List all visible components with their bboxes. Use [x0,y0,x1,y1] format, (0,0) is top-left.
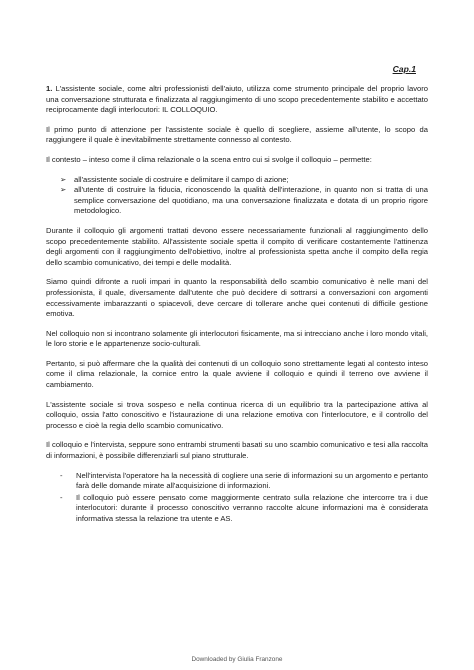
dash-list-item [60,471,428,492]
dash-bullet-icon: - [60,492,63,502]
arrow-list-item-text: all'utente di costruire la fiducia, riconoscendo la qualità dell'interazione, in quanto non si tratta di una semplice conversazione del quotidiano, ma una conversazione finalizzata e dotata di un proprio rigore metodologico. [74,185,428,216]
arrow-bullet-icon: ➢ [60,185,67,195]
paragraph-6: Nel colloquio non si incontrano solamente gli interlocutori fisicamente, ma si intrecciano anche i loro mondo vitali, le loro storie e le appartenenze socio-culturali. [46,328,428,349]
paragraph-7: Pertanto, si può affermare che la qualità dei contenuti di un colloquio sono strettamente legati al contesto inteso come il clima relazionale, la cornice entro la quale avviene il colloquio e quindi il terreno ove avviene il cambiamento. [46,358,428,390]
arrow-list-item-text: all'assistente sociale di costruire e delimitare il campo di azione; [74,174,289,184]
dash-list-item-text: Nell'intervista l'operatore ha la necessità di cogliere una serie di informazioni su un argomento e pertanto farà delle domande mirate all'acquisizione di informazioni. [76,470,428,491]
dash-list-item [60,493,428,525]
paragraph-1 [46,84,428,116]
arrow-bullet-icon: ➢ [60,174,67,184]
arrow-list [46,175,428,217]
dash-list [46,471,428,525]
arrow-list-item [60,175,428,186]
paragraph-8: L'assistente sociale si trova sospeso e nella continua ricerca di un equilibrio tra la partecipazione attiva al colloquio, ossia l'atto conoscitivo e l'istaurazione di una relazione emotiva con l'interlocutore, e il controllo del processo e cioè la regia dello scambio comunicativo. [46,399,428,430]
paragraph-1-text: L'assistente sociale, come altri professionisti dell'aiuto, utilizza come strumento principale del proprio lavoro una conversazione strutturata e finalizzata al raggiungimento di uno scopo precedentemente stabilito e accettato reciprocamente dagli interlocutori: IL COLLOQUIO. [46,84,428,115]
paragraph-9: Il colloquio e l'intervista, seppure sono entrambi strumenti basati su uno scambio comunicativo e tesi alla raccolta di informazioni, è possibile differenziarli sul piano strutturale. [46,440,428,461]
document-body [46,84,428,526]
dash-list-item-text: Il colloquio può essere pensato come maggiormente centrato sulla relazione che intercorre tra i due interlocutori: durante il processo conoscitivo verranno raccolte alcune informazioni ma è considerata informativa stessa la relazione tra utente e AS. [76,492,428,523]
chapter-label: Cap.1 [392,64,416,74]
download-footer: Downloaded by Giulia Franzone [191,656,283,663]
paragraph-3: Il contesto – inteso come il clima relazionale o la scena entro cui si svolge il colloquio – permette: [46,154,372,164]
paragraph-2: Il primo punto di attenzione per l'assistente sociale è quello di scegliere, assieme all'utente, lo scopo da raggiungere il quale è inevitabilmente strettamente connesso al contesto. [46,124,428,145]
dash-bullet-icon: - [60,470,63,480]
paragraph-5: Siamo quindi difronte a ruoli impari in quanto la responsabilità dello scambio comunicativo è nelle mani del professionista, il quale, diversamente dall'utente che può decidere di sottrarsi a conversazioni con argomenti eccessivamente imbarazzanti o spiacevoli, deve cercare di tollerare anche quei contenuti di difficile gestione emotiva. [46,277,428,319]
paragraph-number: 1. [46,84,53,93]
arrow-list-item [60,185,428,217]
paragraph-4: Durante il colloquio gli argomenti trattati devono essere necessariamente funzionali al raggiungimento dello scopo precedentemente stabilito. All'assistente sociale spetta il compito di verificare costantemente l'attinenza degli argomenti con il raggiungimento dell'obiettivo, inoltre al professionista spetta anche il compito della regia dello scambio comunicativo, dei tempi e delle modalità. [46,225,428,267]
